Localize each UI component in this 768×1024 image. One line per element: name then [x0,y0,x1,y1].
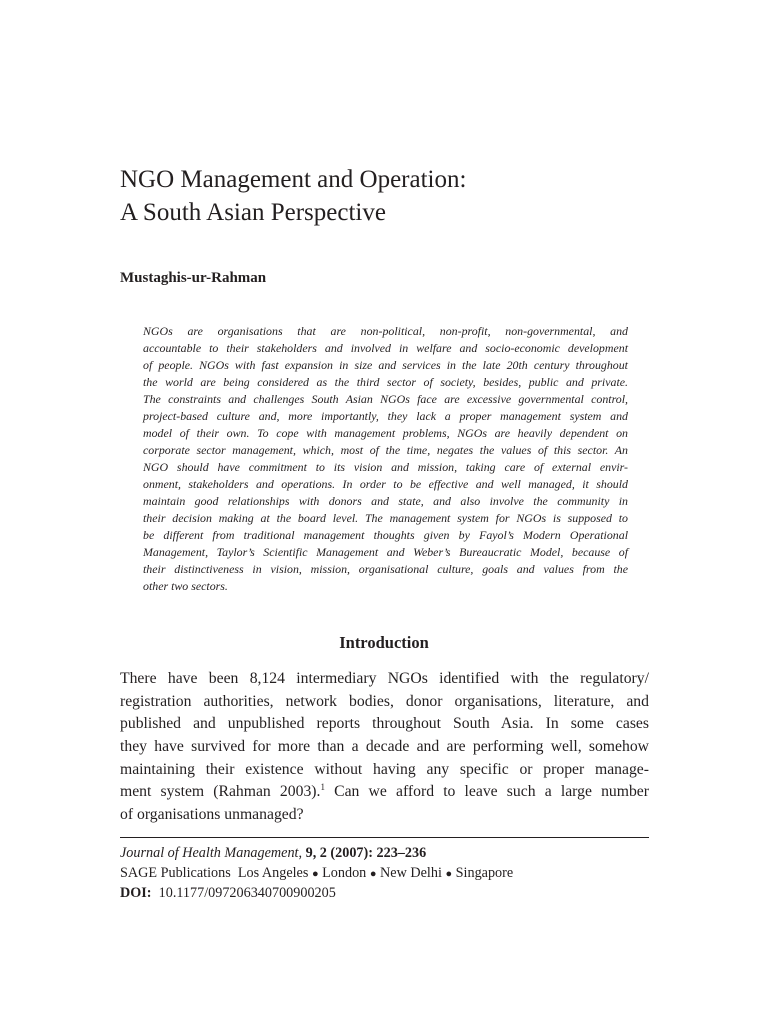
abstract [143,323,628,595]
article-author: Mustaghis-ur-Rahman [120,270,267,286]
journal-footer [120,843,649,903]
doi-link[interactable]: 10.1177/097206340700900205 [158,885,336,901]
paragraph-text: Can we afford to leave such a large number [324,783,649,801]
introduction-paragraph [120,668,649,827]
volume-issue-pages: 9, 2 (2007): 223–236 [305,845,427,861]
abstract-line: be different from traditional management thoughts given by Fayol’s Modern Operational [143,528,628,542]
article-title [120,163,660,229]
paragraph-line: they have survived for more than a decade and are performing well, somehow [120,738,649,756]
paragraph-line: maintaining their existence without having any specific or proper manage- [120,760,649,778]
footnote-marker[interactable]: 1 [320,782,325,793]
journal-name: Journal of Health Management [120,845,299,861]
abstract-line: maintain good relationships with donors and state, and also involve the community in [143,494,628,508]
citation-separator: , [298,845,306,861]
abstract-line: accountable to their stakeholders and involved in welfare and socio-economic development [143,341,628,355]
abstract-line: NGO should have commitment to its vision and mission, taking care of external envir- [143,460,628,474]
section-heading-introduction: Introduction [339,633,429,652]
bullet-separator: ● [311,868,319,880]
abstract-line: project-based culture and, more importantly, they lack a proper management system and [143,409,628,423]
publisher-city: New Delhi [380,865,442,881]
paragraph-line: registration authorities, network bodies, donor organisations, literature, and [120,692,649,710]
abstract-line: NGOs are organisations that are non-political, non-profit, non-governmental, and [143,324,628,338]
paragraph-line: of organisations unmanaged? [120,806,304,824]
paragraph-line [120,781,649,804]
doi-line [120,883,649,903]
abstract-line: the world are being considered as the third sector of society, besides, public and private. [143,375,628,389]
footer-divider [120,837,649,838]
abstract-line: corporate sector management, which, most of the time, negates the values of this sector. An [143,443,628,457]
doi-label: DOI: [120,885,152,901]
bullet-separator: ● [445,868,453,880]
publisher-city: London [322,865,367,881]
abstract-line: other two sectors. [143,579,228,593]
abstract-line: their distinctiveness in vision, mission, organisational culture, goals and values from the [143,562,628,576]
article-title-line-2: A South Asian Perspective [120,199,386,226]
publisher-line [120,863,649,883]
publisher-name: SAGE Publications [120,865,231,881]
abstract-line: their decision making at the board level. The management system for NGOs is supposed to [143,511,628,525]
abstract-line: onment, stakeholders and operations. In order to be effective and well managed, it should [143,477,628,491]
publisher-city: Singapore [455,865,514,881]
journal-citation [120,843,649,863]
paragraph-line: There have been 8,124 intermediary NGOs identified with the regulatory/ [120,670,649,687]
publisher-city: Los Angeles [237,865,309,881]
abstract-line: of people. NGOs with fast expansion in size and services in the late 20th century throughout [143,358,628,372]
bullet-separator: ● [369,868,377,880]
abstract-line: Management, Taylor’s Scientific Management and Weber’s Bureaucratic Model, because of [143,545,628,559]
abstract-line: model of their own. To cope with management problems, NGOs are heavily dependent on [143,426,628,440]
citation-text: ment system (Rahman 2003). [120,783,321,801]
paragraph-line: published and unpublished reports throughout South Asia. In some cases [120,715,649,733]
abstract-line: The constraints and challenges South Asian NGOs face are excessive governmental control, [143,392,628,406]
article-title-line-1: NGO Management and Operation: [120,166,467,193]
